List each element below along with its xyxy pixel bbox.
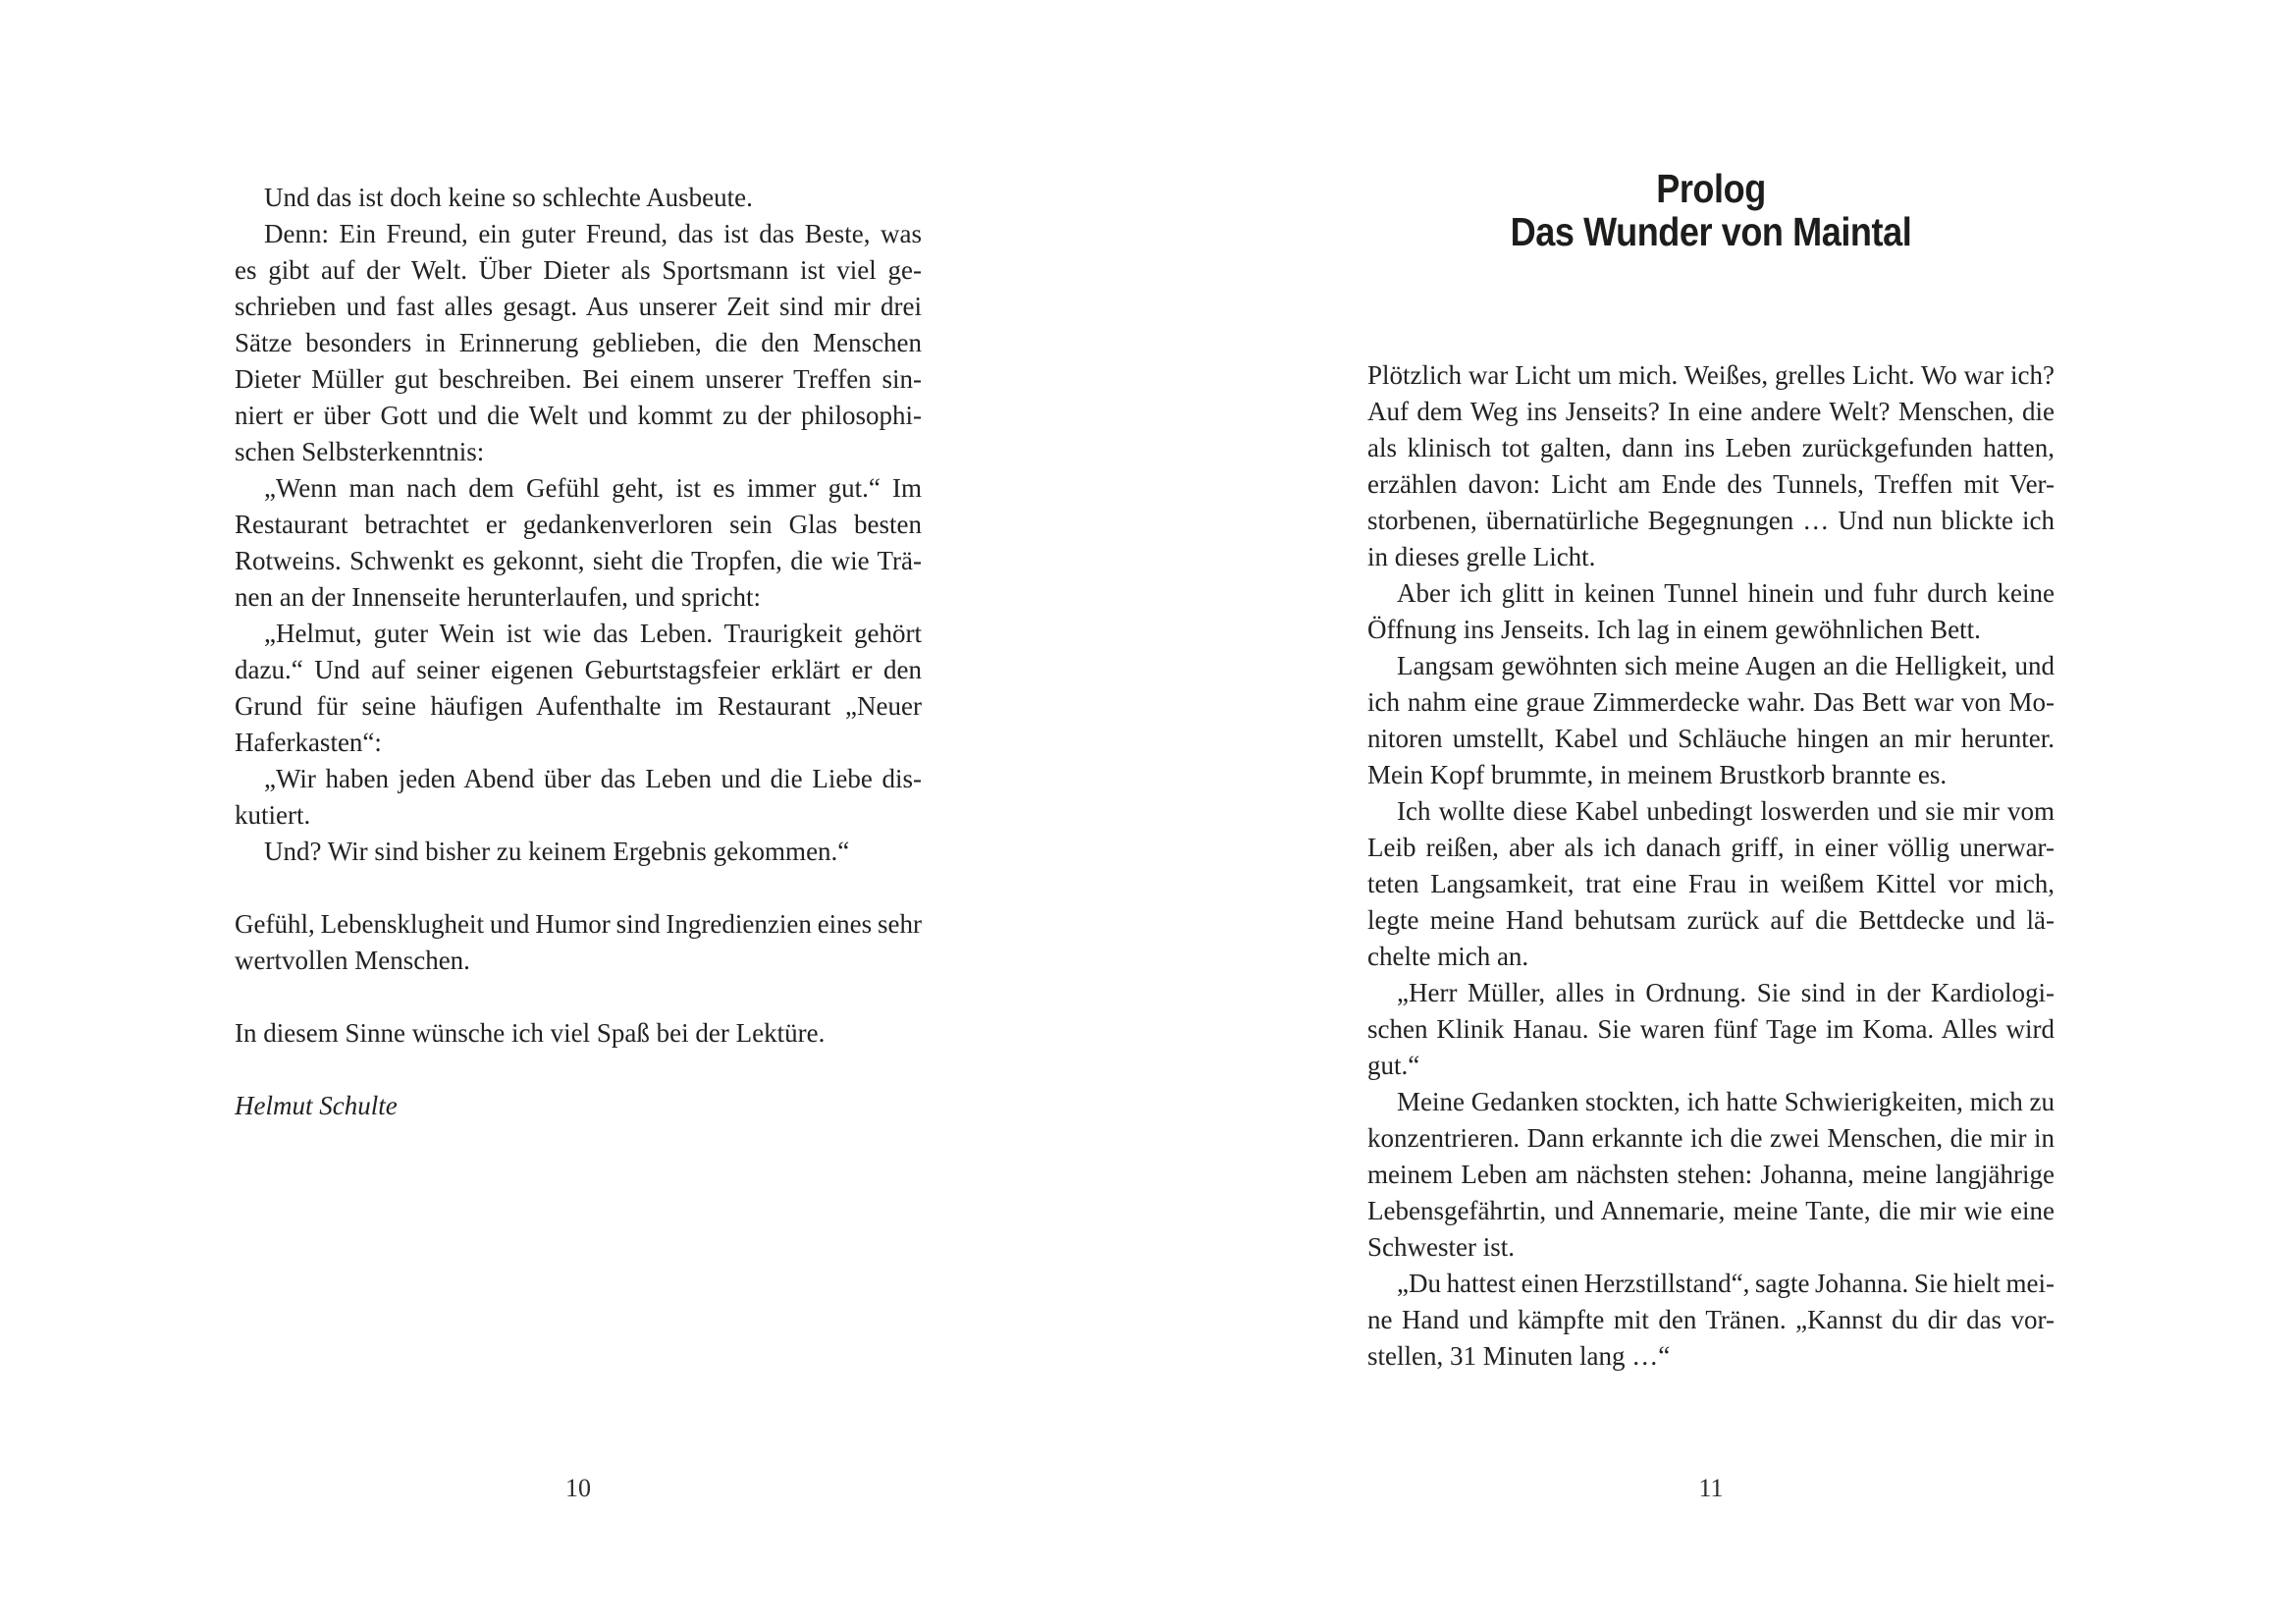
text-line: Mein Kopf brummte, in meinem Brustkorb brannte es. [1367, 760, 1948, 789]
text-line: „Wir haben jeden Abend über das Leben und die Liebe dis- [264, 764, 922, 793]
text-line: nen an der Innenseite herunterlaufen, und spricht: [235, 582, 762, 612]
text-line: teten Langsamkeit, trat eine Frau in weißem Kittel vor mich, [1367, 869, 2055, 898]
text-line: nitoren umstellt, Kabel und Schläuche hingen an mir herunter. [1367, 724, 2055, 753]
text-line: legte meine Hand behutsam zurück auf die Bettdecke und lä- [1367, 905, 2055, 935]
right-page [1148, 0, 2296, 1624]
text-line: schen Klinik Hanau. Sie waren fünf Tage im Koma. Alles wird [1367, 1014, 2055, 1044]
text-line: stellen, 31 Minuten lang …“ [1367, 1341, 1671, 1371]
text-line: storbenen, übernatürliche Begegnungen … Und nun blickte ich [1367, 506, 2055, 535]
text-line: gut.“ [1367, 1051, 1420, 1080]
text-line: „Wenn man nach dem Gefühl geht, ist es immer gut.“ Im [264, 473, 922, 503]
text-line: Schwester ist. [1367, 1232, 1515, 1262]
text-line: Öffnung ins Jenseits. Ich lag in einem gewöhnlichen Bett. [1367, 615, 1981, 644]
text-line: Rotweins. Schwenkt es gekonnt, sieht die Tropfen, die wie Trä- [235, 546, 922, 575]
text-line: chelte mich an. [1367, 942, 1529, 971]
text-line: Und das ist doch keine so schlechte Ausbeute. [264, 183, 753, 212]
text-line: „Helmut, guter Wein ist wie das Leben. Traurigkeit gehört [264, 619, 922, 648]
text-line: es gibt auf der Welt. Über Dieter als Sportsmann ist viel ge- [235, 255, 922, 285]
text-line: Sätze besonders in Erinnerung geblieben, die den Menschen [235, 328, 922, 357]
text-line: Langsam gewöhnten sich meine Augen an die Helligkeit, und [1397, 651, 2055, 680]
text-line: ich nahm eine graue Zimmerdecke wahr. Das Bett war von Mo- [1367, 687, 2055, 717]
text-line: kutiert. [235, 800, 311, 830]
text-line: dazu.“ Und auf seiner eigenen Geburtstagsfeier erklärt er den [235, 655, 922, 684]
text-line: Denn: Ein Freund, ein guter Freund, das ist das Beste, was [264, 219, 922, 248]
text-line: meinem Leben am nächsten stehen: Johanna, meine langjährige [1367, 1160, 2055, 1189]
text-line: „Herr Müller, alles in Ordnung. Sie sind in der Kardiologi- [1397, 978, 2055, 1007]
text-line: schrieben und fast alles gesagt. Aus unserer Zeit sind mir drei [235, 292, 922, 321]
text-line: Ich wollte diese Kabel unbedingt loswerden und sie mir vom [1397, 796, 2055, 826]
chapter-heading-line1: Prolog [1656, 166, 1766, 211]
text-line: Haferkasten“: [235, 728, 382, 757]
text-line: Restaurant betrachtet er gedankenverloren sein Glas besten [235, 510, 922, 539]
blank-line [235, 870, 922, 906]
text-line: niert er über Gott und die Welt und kommt zu der philosophi- [235, 401, 922, 430]
left-page-number: 10 [565, 1474, 591, 1502]
text-line: konzentrieren. Dann erkannte ich die zwei Menschen, die mir in [1367, 1123, 2055, 1153]
text-line: Meine Gedanken stockten, ich hatte Schwierigkeiten, mich zu [1397, 1087, 2055, 1116]
text-line: Helmut Schulte [235, 1091, 398, 1120]
text-line: In diesem Sinne wünsche ich viel Spaß bei der Lektüre. [235, 1018, 826, 1048]
text-line: wertvollen Menschen. [235, 946, 470, 975]
text-line: „Du hattest einen Herzstillstand“, sagte Johanna. Sie hielt mei- [1397, 1269, 2055, 1298]
chapter-heading [1367, 167, 2055, 253]
right-page-number: 11 [1698, 1474, 1724, 1502]
chapter-heading-line2: Das Wunder von Maintal [1510, 209, 1912, 254]
text-line: Plötzlich war Licht um mich. Weißes, grelles Licht. Wo war ich? [1367, 360, 2055, 390]
blank-line [235, 1052, 922, 1088]
text-line: Auf dem Weg ins Jenseits? In eine andere Welt? Menschen, die [1367, 397, 2055, 426]
text-line: ne Hand und kämpfte mit den Tränen. „Kannst du dir das vor- [1367, 1305, 2055, 1334]
text-line: Lebensgefährtin, und Annemarie, meine Tante, die mir wie eine [1367, 1196, 2055, 1225]
text-line: Grund für seine häufigen Aufenthalte im Restaurant „Neuer [235, 691, 922, 721]
text-line: Leib reißen, aber als ich danach griff, in einer völlig unerwar- [1367, 833, 2055, 862]
right-text-block [1367, 357, 2055, 1375]
text-line: Und? Wir sind bisher zu keinem Ergebnis gekommen.“ [264, 837, 850, 866]
text-line: Gefühl, Lebensklugheit und Humor sind Ingredienzien eines sehr [235, 909, 922, 939]
text-line: als klinisch tot galten, dann ins Leben zurückgefunden hatten, [1367, 433, 2055, 462]
left-text-block [235, 180, 922, 1124]
text-line: Aber ich glitt in keinen Tunnel hinein und fuhr durch keine [1397, 578, 2055, 608]
text-line: erzählen davon: Licht am Ende des Tunnels, Treffen mit Ver- [1367, 469, 2055, 499]
text-line: in dieses grelle Licht. [1367, 542, 1596, 571]
text-line: Dieter Müller gut beschreiben. Bei einem unserer Treffen sin- [235, 364, 922, 394]
text-line: schen Selbsterkenntnis: [235, 437, 485, 466]
blank-line [235, 979, 922, 1015]
